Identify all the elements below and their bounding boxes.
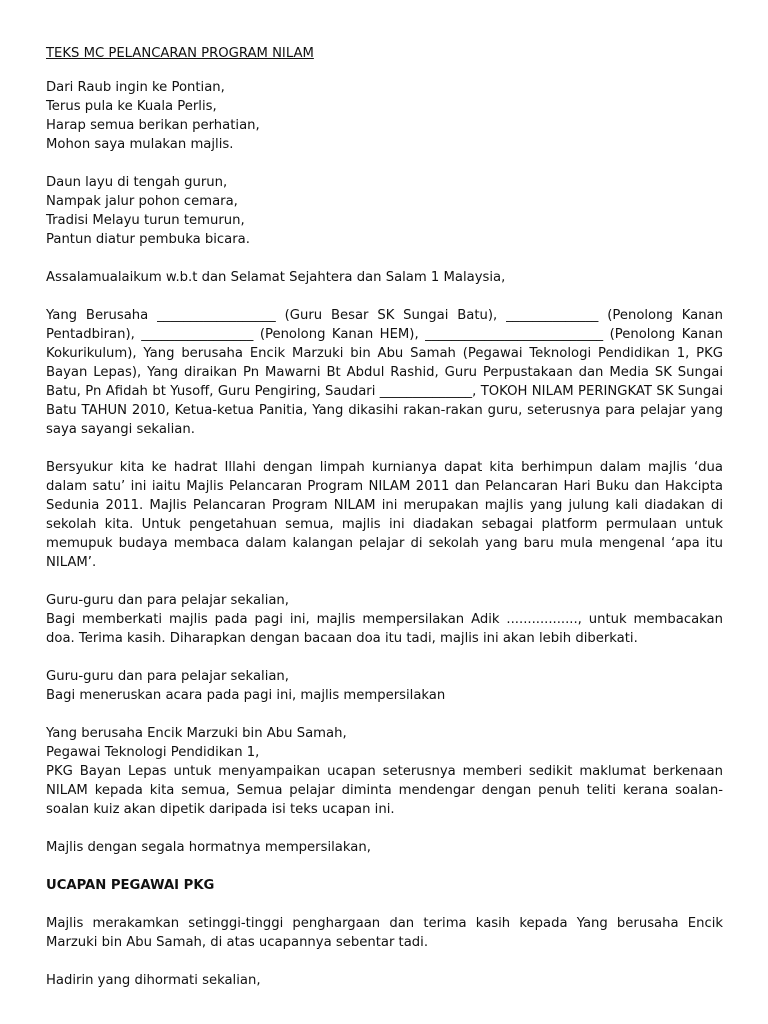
pantun-line: Pantun diatur pembuka bicara. — [46, 232, 250, 247]
pantun-line: Nampak jalur pohon cemara, — [46, 194, 238, 209]
thanks-paragraph: Majlis merakamkan setinggi-tinggi penghargaan dan terima kasih kepada Yang berusaha Encik Marzuki bin Abu Samah, di atas ucapannya sebentar tadi. — [46, 916, 723, 950]
pantun-line: Harap semua berikan perhatian, — [46, 118, 260, 133]
invite-line: Majlis dengan segala hormatnya mempersilakan, — [46, 840, 371, 855]
address-line: Guru-guru dan para pelajar sekalian, — [46, 593, 289, 608]
document-page — [46, 44, 723, 1009]
intro-paragraph: Bersyukur kita ke hadrat Illahi dengan limpah kurnianya dapat kita berhimpun dalam majlis ‘dua dalam satu’ ini iaitu Majlis Pelancaran Program NILAM 2011 dan Pelancaran Hari Buku dan Hakcipta Sedunia 2011. Majlis Pelancaran Program NILAM ini merupakan majlis yang julung kali diadakan di sekolah kita. Untuk pengetahuan semua, majlis ini diadakan sebagai platform permulaan untuk memupuk budaya membaca dalam kalangan pelajar di sekolah yang baru mula mengenal ‘apa itu NILAM’. — [46, 460, 723, 570]
pantun-line: Terus pula ke Kuala Perlis, — [46, 99, 217, 114]
continue-line: Bagi meneruskan acara pada pagi ini, majlis mempersilakan — [46, 688, 446, 703]
salutation-paragraph: Yang Berusaha __________________ (Guru Besar SK Sungai Batu), ______________ (Penolong Kanan Pentadbiran), _________________ (Penolong Kanan HEM), ___________________________ (Penolong Kanan Kokurikulum), Yang berusaha Encik Marzuki bin Abu Samah (Pegawai Teknologi Pendidikan 1, PKG Bayan Lepas), Yang diraikan Pn Mawarni Bt Abdul Rashid, Guru Perpustakaan dan Media SK Sungai Batu, Pn Afidah bt Yusoff, Guru Pengiring, Saudari ______________, TOKOH NILAM PERINGKAT SK Sungai Batu TAHUN 2010, Ketua-ketua Panitia, Yang dikasihi rakan-rakan guru, seterusnya para pelajar yang saya sayangi sekalian. — [46, 308, 723, 437]
speaker-name: Yang berusaha Encik Marzuki bin Abu Samah, — [46, 726, 347, 741]
pantun-opening — [46, 78, 723, 154]
greeting-paragraph: Assalamualaikum w.b.t dan Selamat Sejahtera dan Salam 1 Malaysia, — [46, 270, 506, 285]
closing-line: Hadirin yang dihormati sekalian, — [46, 973, 261, 988]
address-line: Guru-guru dan para pelajar sekalian, — [46, 669, 289, 684]
pantun-second — [46, 173, 723, 249]
speaker-title: Pegawai Teknologi Pendidikan 1, — [46, 745, 260, 760]
pantun-line: Mohon saya mulakan majlis. — [46, 137, 234, 152]
doa-paragraph: Bagi memberkati majlis pada pagi ini, majlis mempersilakan Adik ................., untuk membacakan doa. Terima kasih. Diharapkan dengan bacaan doa itu tadi, majlis ini akan lebih diberkati. — [46, 612, 723, 646]
pantun-line: Tradisi Melayu turun temurun, — [46, 213, 245, 228]
pantun-line: Dari Raub ingin ke Pontian, — [46, 80, 225, 95]
section-heading: UCAPAN PEGAWAI PKG — [46, 878, 215, 893]
document-title: TEKS MC PELANCARAN PROGRAM NILAM — [46, 46, 314, 61]
pantun-line: Daun layu di tengah gurun, — [46, 175, 228, 190]
speaker-paragraph: PKG Bayan Lepas untuk menyampaikan ucapan seterusnya memberi sedikit maklumat berkenaan NILAM kepada kita semua, Semua pelajar diminta mendengar dengan penuh teliti kerana soalan-soalan kuiz akan dipetik daripada isi teks ucapan ini. — [46, 764, 723, 817]
